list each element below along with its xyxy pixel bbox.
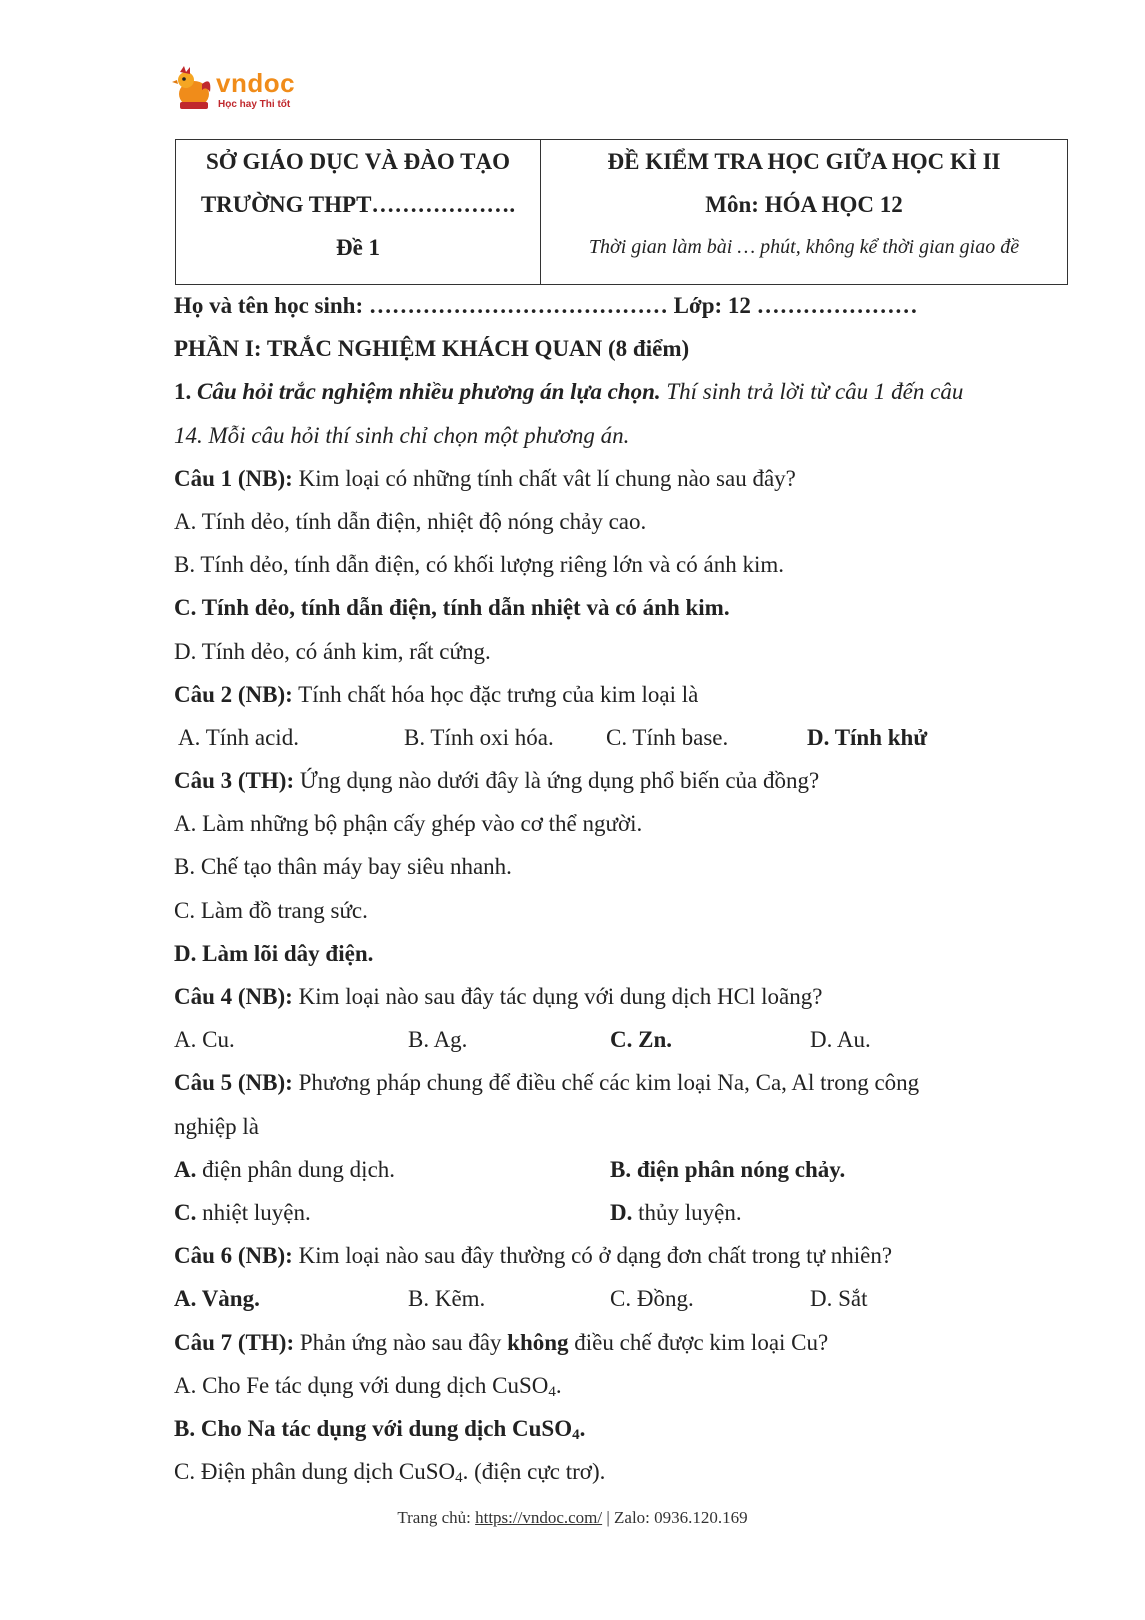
q1-option-b: B. Tính dẻo, tính dẫn điện, có khối lượng riêng lớn và có ánh kim. xyxy=(174,552,784,578)
section-heading: Câu hỏi trắc nghiệm nhiều phương án lựa chọn. xyxy=(197,379,661,405)
q5-options-row-2 xyxy=(174,1191,1074,1234)
q6-option-b: B. Kẽm. xyxy=(408,1286,486,1312)
logo-slogan: Học hay Thi tốt xyxy=(218,99,291,110)
question-text-pre: Phản ứng nào sau đây xyxy=(294,1329,508,1355)
footer-zalo: Zalo: 0936.120.169 xyxy=(614,1508,748,1527)
question-text: Kim loại nào sau đây thường có ở dạng đơn chất trong tự nhiên? xyxy=(292,1243,893,1269)
q4-option-a: A. Cu. xyxy=(174,1027,235,1053)
footer-home-label: Trang chủ: xyxy=(397,1508,476,1527)
q5-option-c xyxy=(174,1191,610,1234)
q5-option-d xyxy=(610,1191,742,1234)
question-3 xyxy=(174,759,1074,802)
question-label: Câu 2 (NB): xyxy=(174,681,293,707)
q1-option-d: D. Tính dẻo, có ánh kim, rất cứng. xyxy=(174,638,491,664)
student-name-label: Họ và tên học sinh: ………………………………… xyxy=(174,293,668,318)
exam-subject: Môn: HÓA HỌC 12 xyxy=(705,192,903,217)
question-label: Câu 3 (TH): xyxy=(174,768,295,794)
option-letter: A. xyxy=(174,1156,197,1182)
question-text: Phương pháp chung để điều chế các kim loại Na, Ca, Al trong công xyxy=(292,1070,920,1096)
question-text: Kim loại nào sau đây tác dụng với dung dịch HCl loãng? xyxy=(292,984,823,1009)
question-label: Câu 5 (NB): xyxy=(174,1070,293,1096)
exam-code: Đề 1 xyxy=(335,235,381,260)
option-letter: C. xyxy=(174,1199,197,1225)
question-5 xyxy=(174,1061,1074,1104)
section-number: 1. xyxy=(174,379,192,405)
option-text: thủy luyện. xyxy=(632,1199,742,1225)
question-label: Câu 7 (TH): xyxy=(174,1329,295,1355)
section-instructions xyxy=(174,370,1074,413)
q7-option-b-answer xyxy=(174,1407,1074,1450)
part-title: PHẦN I: TRẮC NGHIỆM KHÁCH QUAN (8 điểm) xyxy=(174,336,690,362)
question-label: Câu 4 (NB): xyxy=(174,984,293,1009)
q2-option-c: C. Tính base. xyxy=(606,724,729,750)
q3-option-a: A. Làm những bộ phận cấy ghép vào cơ thể người. xyxy=(174,811,643,837)
option-text: nhiệt luyện. xyxy=(196,1199,311,1225)
q2-option-d-answer: D. Tính khử xyxy=(807,724,928,750)
rooster-mascot-icon xyxy=(172,66,214,112)
q7-option-c xyxy=(174,1450,1074,1493)
q1-option-c-answer: C. Tính dẻo, tính dẫn điện, tính dẫn nhiệt và có ánh kim. xyxy=(174,595,730,621)
logo-wordmark: vndoc xyxy=(216,68,296,98)
q5-option-b-answer: B. điện phân nóng chảy. xyxy=(610,1156,846,1182)
q1-option-a: A. Tính dẻo, tính dẫn điện, nhiệt độ nóng chảy cao. xyxy=(174,508,647,534)
exam-title: ĐỀ KIỂM TRA HỌC GIỮA HỌC KÌ II xyxy=(607,149,1001,174)
page-footer xyxy=(0,1508,1145,1528)
subscript: 4 xyxy=(548,1383,556,1400)
question-text-emphasis: không xyxy=(507,1329,569,1355)
q4-options xyxy=(174,1018,1074,1061)
question-text: Tính chất hóa học đặc trưng của kim loại là xyxy=(292,681,699,707)
q5-option-a xyxy=(174,1148,610,1191)
option-letter: D. xyxy=(610,1199,633,1225)
q2-options xyxy=(174,716,1074,759)
question-text: Ứng dụng nào dưới đây là ứng dụng phổ biến của đồng? xyxy=(294,768,820,794)
footer-separator: | xyxy=(602,1508,615,1527)
section-instruction-2: 14. Mỗi câu hỏi thí sinh chỉ chọn một phương án. xyxy=(174,422,630,448)
school-name: TRƯỜNG THPT………………. xyxy=(200,192,516,217)
option-text: B. Cho Na tác dụng với dung dịch CuSO xyxy=(174,1415,573,1441)
option-text: A. Cho Fe tác dụng với dung dịch CuSO xyxy=(174,1372,549,1398)
q2-option-a: A. Tính acid. xyxy=(178,724,299,750)
q3-option-c: C. Làm đồ trang sức. xyxy=(174,897,368,923)
q3-option-d-answer: D. Làm lõi dây điện. xyxy=(174,940,374,966)
q5-options-row-1 xyxy=(174,1148,1074,1191)
option-end: . xyxy=(579,1415,586,1441)
option-text: C. Điện phân dung dịch CuSO xyxy=(174,1459,456,1485)
q3-option-b: B. Chế tạo thân máy bay siêu nhanh. xyxy=(174,854,512,880)
q6-options xyxy=(174,1277,1074,1320)
student-class-label: Lớp: 12 ………………… xyxy=(673,293,918,318)
question-6 xyxy=(174,1234,1074,1277)
question-text: Kim loại có những tính chất vât lí chung nào sau đây? xyxy=(292,465,796,491)
header-right-cell xyxy=(541,140,1067,284)
student-info-line xyxy=(174,284,1074,327)
section-instruction-1: Thí sinh trả lời từ câu 1 đến câu xyxy=(660,379,964,405)
question-text-post: điều chế được kim loại Cu? xyxy=(568,1329,829,1355)
exam-time: Thời gian làm bài … phút, không kể thời gian giao đề xyxy=(588,236,1020,258)
q2-option-b: B. Tính oxi hóa. xyxy=(404,724,554,750)
question-7 xyxy=(174,1321,1074,1364)
vndoc-logo[interactable] xyxy=(172,66,322,118)
q6-option-a-answer: A. Vàng. xyxy=(174,1286,260,1312)
subscript: 4 xyxy=(455,1470,463,1487)
option-end: . xyxy=(555,1372,562,1398)
q6-option-c: C. Đồng. xyxy=(610,1286,694,1312)
department-name: SỞ GIÁO DỤC VÀ ĐÀO TẠO xyxy=(206,149,510,174)
question-5-continued: nghiệp là xyxy=(174,1113,259,1139)
question-label: Câu 1 (NB): xyxy=(174,465,293,491)
option-end: . (điện cực trơ). xyxy=(462,1459,606,1485)
exam-header-table xyxy=(175,139,1068,285)
q4-option-c-answer: C. Zn. xyxy=(610,1027,672,1053)
q4-option-b: B. Ag. xyxy=(408,1027,468,1053)
q6-option-d: D. Sắt xyxy=(810,1286,868,1312)
q7-option-a xyxy=(174,1364,1074,1407)
subscript: 4 xyxy=(572,1426,580,1443)
question-4 xyxy=(174,975,1074,1018)
question-1 xyxy=(174,457,1074,500)
exam-content xyxy=(174,284,1074,1493)
question-2 xyxy=(174,673,1074,716)
q4-option-d: D. Au. xyxy=(810,1027,871,1053)
option-text: điện phân dung dịch. xyxy=(196,1156,396,1182)
question-label: Câu 6 (NB): xyxy=(174,1243,293,1269)
footer-home-link[interactable]: https://vndoc.com/ xyxy=(475,1508,603,1527)
header-left-cell xyxy=(176,140,541,284)
